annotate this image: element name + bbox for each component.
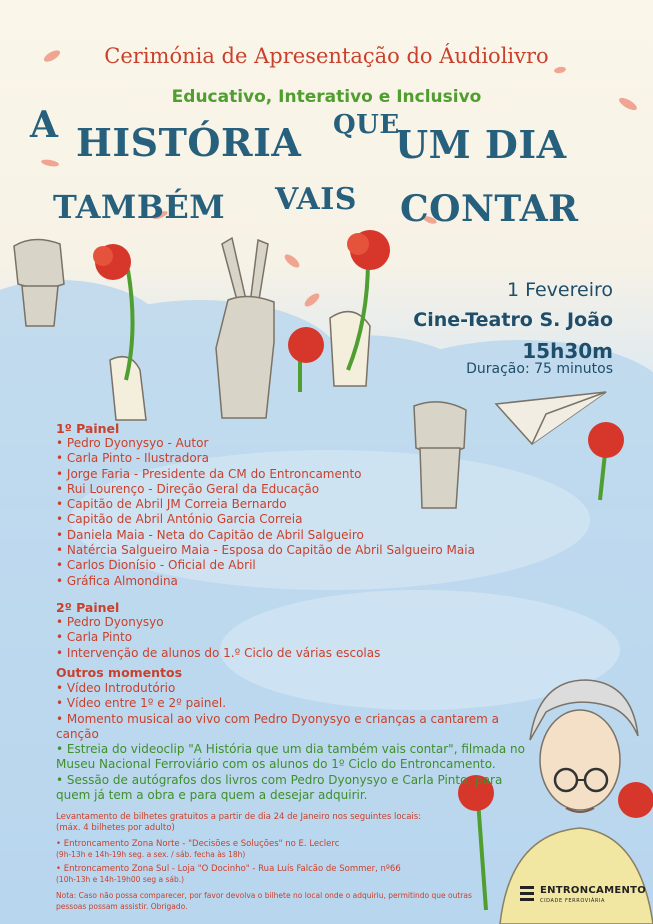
panel2-list xyxy=(56,615,380,661)
logo-name: ENTRONCAMENTO xyxy=(540,885,647,896)
title-word-que: QUE xyxy=(333,110,400,140)
list-item: • Daniela Maia - Neta do Capitão de Abril Salgueiro xyxy=(56,528,475,543)
list-item: • Jorge Faria - Presidente da CM do Entroncamento xyxy=(56,467,475,482)
list-item: • Capitão de Abril António Garcia Correia xyxy=(56,512,475,527)
list-item: • Carla Pinto xyxy=(56,630,380,645)
list-item: • Natércia Salgueiro Maia - Esposa do Capitão de Abril Salgueiro Maia xyxy=(56,543,475,558)
tickets-info xyxy=(56,812,476,912)
title-word-a: A xyxy=(30,104,59,146)
list-item: • Vídeo entre 1º e 2º painel. xyxy=(56,696,506,711)
event-venue: Cine-Teatro S. João xyxy=(413,309,613,331)
others-list-green xyxy=(56,742,526,803)
ceremony-title: Cerimónia de Apresentação do Áudiolivro xyxy=(104,44,549,68)
list-item: • Gráfica Almondina xyxy=(56,574,475,589)
list-item: • Pedro Dyonysyo - Autor xyxy=(56,436,475,451)
title-word-tambem: TAMBÉM xyxy=(53,188,226,226)
title-word-historia: HISTÓRIA xyxy=(76,120,302,165)
list-item: • Momento musical ao vivo com Pedro Dyonysyo e crianças a cantarem a canção xyxy=(56,712,506,743)
tickets-intro: Levantamento de bilhetes gratuitos a partir de dia 24 de Janeiro nos seguintes locais: xyxy=(56,812,422,822)
others-title: Outros momentos xyxy=(56,665,183,680)
tickets-limit: (máx. 4 bilhetes por adulto) xyxy=(56,822,175,833)
list-item: • Carla Pinto - Ilustradora xyxy=(56,451,475,466)
subtitle: Educativo, Interativo e Inclusivo xyxy=(171,87,482,107)
panel2-title: 2º Painel xyxy=(56,600,120,615)
ticket-location-2-hours: (10h-13h e 14h-19h00 seg a sáb.) xyxy=(56,874,185,884)
list-item: • Pedro Dyonysyo xyxy=(56,615,380,630)
list-item: • Vídeo Introdutório xyxy=(56,681,506,696)
ticket-location-2: • Entroncamento Zona Sul - Loja "O Docinho" - Rua Luís Falcão de Sommer, nº66 xyxy=(56,864,401,874)
carnation-icon xyxy=(618,782,653,818)
tickets-note: Nota: Caso não possa comparecer, por favor devolva o bilhete no local onde o adquiriu, permitindo que outras pessoas possam assistir. Obrigado. xyxy=(56,891,472,911)
panel1-title: 1º Painel xyxy=(56,421,120,436)
list-item: • Rui Lourenço - Direção Geral da Educação xyxy=(56,482,475,497)
panel1-list xyxy=(56,436,475,589)
list-item: • Carlos Dionísio - Oficial de Abril xyxy=(56,558,475,573)
title-word-um-dia: UM DIA xyxy=(395,122,567,167)
logo-mark-icon xyxy=(520,886,534,901)
logo-subtitle: CIDADE FERROVIÁRIA xyxy=(540,898,606,904)
list-item: • Capitão de Abril JM Correia Bernardo xyxy=(56,497,475,512)
title-word-contar: CONTAR xyxy=(400,188,579,230)
list-item: • Estreia do videoclip "A História que um dia também vais contar", filmada no Museu Nacional Ferroviário com os alunos do 1º Ciclo do Entroncamento. xyxy=(56,742,526,773)
event-duration: Duração: 75 minutos xyxy=(466,361,613,377)
ticket-location-1: • Entroncamento Zona Norte - "Decisões e Soluções" no E. Leclerc xyxy=(56,839,340,849)
list-item: • Intervenção de alunos do 1.º Ciclo de várias escolas xyxy=(56,646,380,661)
list-item: • Sessão de autógrafos dos livros com Pedro Dyonysyo e Carla Pinto, para quem já tem a obra e para quem a desejar adquirir. xyxy=(56,773,526,804)
event-time: 15h30m xyxy=(522,339,613,363)
ticket-location-1-hours: (9h-13h e 14h-19h seg. a sex. / sáb. fecha às 18h) xyxy=(56,849,246,859)
title-word-vais: VAIS xyxy=(275,182,357,217)
others-list xyxy=(56,681,506,742)
event-date: 1 Fevereiro xyxy=(506,279,613,301)
